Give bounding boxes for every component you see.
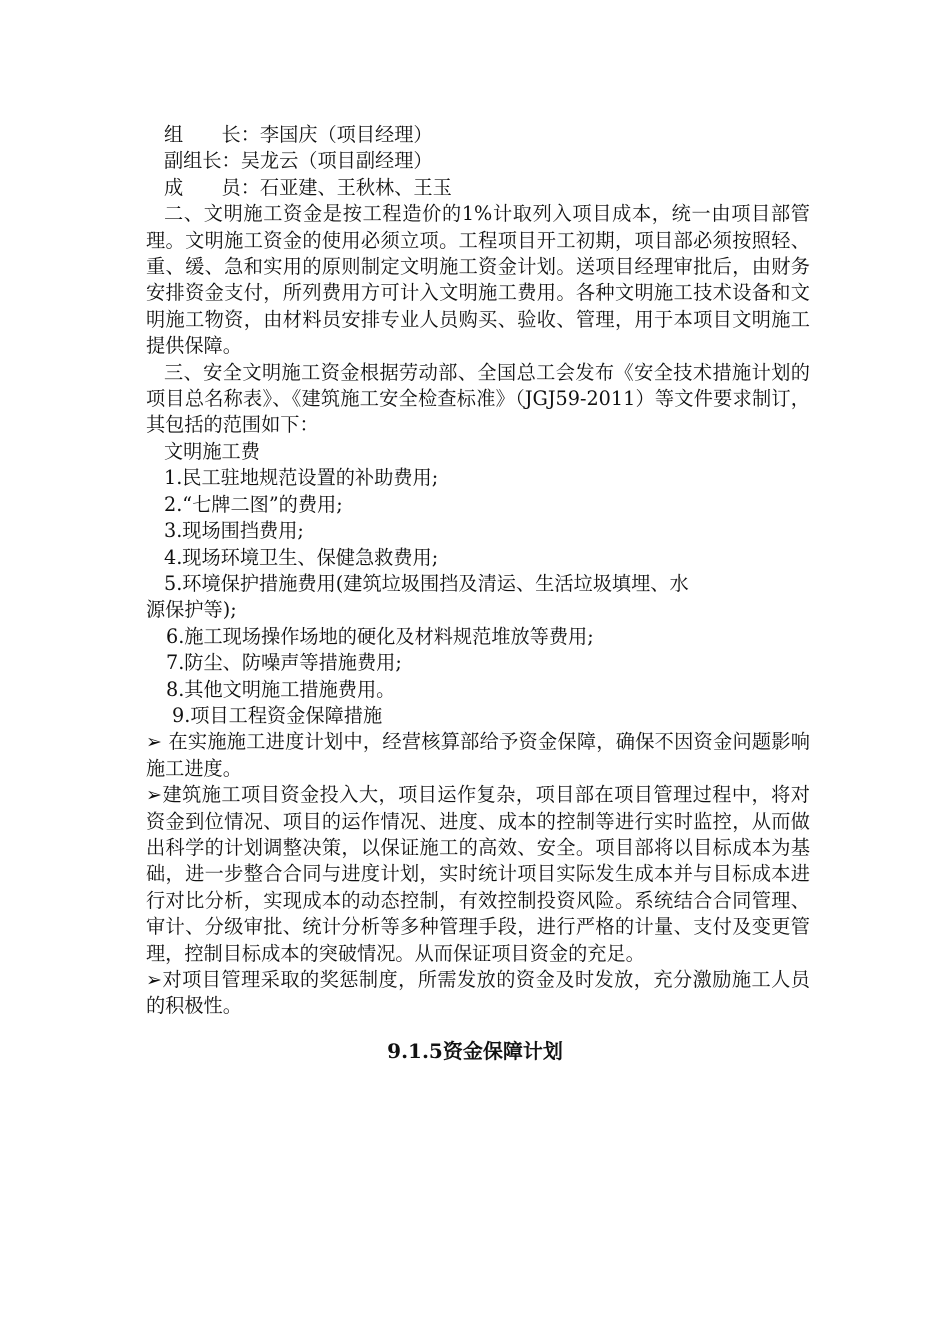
team-deputy-line: 副组长：吴龙云（项目副经理） — [164, 149, 433, 173]
fee-item: 8.其他文明施工措施费用。 — [166, 677, 396, 701]
fee-item: 6.施工现场操作场地的硬化及材料规范堆放等费用; — [166, 624, 594, 648]
section-heading: 9.1.5资金保障计划 — [387, 1039, 563, 1063]
fee-item: 4.现场环境卫生、保健急救费用; — [164, 545, 439, 569]
document-body — [146, 122, 810, 1020]
team-leader-line: 组 长：李国庆（项目经理） — [164, 123, 433, 146]
fee-item: 1.民工驻地规范设置的补助费用; — [164, 466, 439, 490]
fee-item: 5.环境保护措施费用(建筑垃圾围挡及清运、生活垃圾填埋、水 — [164, 571, 689, 595]
team-members-line: 成 员：石亚建、王秋林、王玉 — [164, 175, 452, 199]
fee-section-title: 文明施工费 — [164, 439, 260, 463]
fee-item: 2.“七牌二图”的费用; — [164, 492, 343, 516]
bullet-paragraph: ➢ 在实施施工进度计划中，经营核算部给予资金保障，确保不因资金问题影响施工进度。 — [146, 730, 810, 780]
fee-item: 3.现场围挡费用; — [164, 519, 304, 543]
fee-item: 9.项目工程资金保障措施 — [172, 703, 383, 727]
fee-item: 7.防尘、防噪声等措施费用; — [166, 651, 402, 675]
paragraph-funding-source: 二、文明施工资金是按工程造价的1%计取列入项目成本，统一由项目部管理。文明施工资金的使用必须立项。工程项目开工初期，项目部必须按照轻、重、缓、急和实用的原则制定文明施工资金计划。送项目经理审批后，由财务安排资金支付，所列费用方可计入文明施工费用。各种文明施工技术设备和文明施工物资，由材料员安排专业人员购买、验收、管理，用于本项目文明施工提供保障。 — [146, 202, 810, 358]
fee-item-continuation: 源保护等); — [146, 598, 237, 622]
paragraph-funding-scope: 三、安全文明施工资金根据劳动部、全国总工会发布《安全技术措施计划的项目总名称表》、《建筑施工安全检查标准》（JGJ59-2011）等文件要求制订，其包括的范围如下： — [146, 360, 810, 437]
bullet-paragraph: ➢对项目管理采取的奖惩制度，所需发放的资金及时发放，充分激励施工人员的积极性。 — [146, 968, 810, 1018]
bullet-paragraph: ➢建筑施工项目资金投入大，项目运作复杂，项目部在项目管理过程中，将对资金到位情况、项目的运作情况、进度、成本的控制等进行实时监控，从而做出科学的计划调整决策，以保证施工的高效、安全。项目部将以目标成本为基础，进一步整合合同与进度计划，实时统计项目实际发生成本并与目标成本进行对比分析，实现成本的动态控制，有效控制投资风险。系统结合合同管理、审计、分级审批、统计分析等多种管理手段，进行严格的计量、支付及变更管理，控制目标成本的突破情况。从而保证项目资金的充足。 — [146, 783, 810, 965]
